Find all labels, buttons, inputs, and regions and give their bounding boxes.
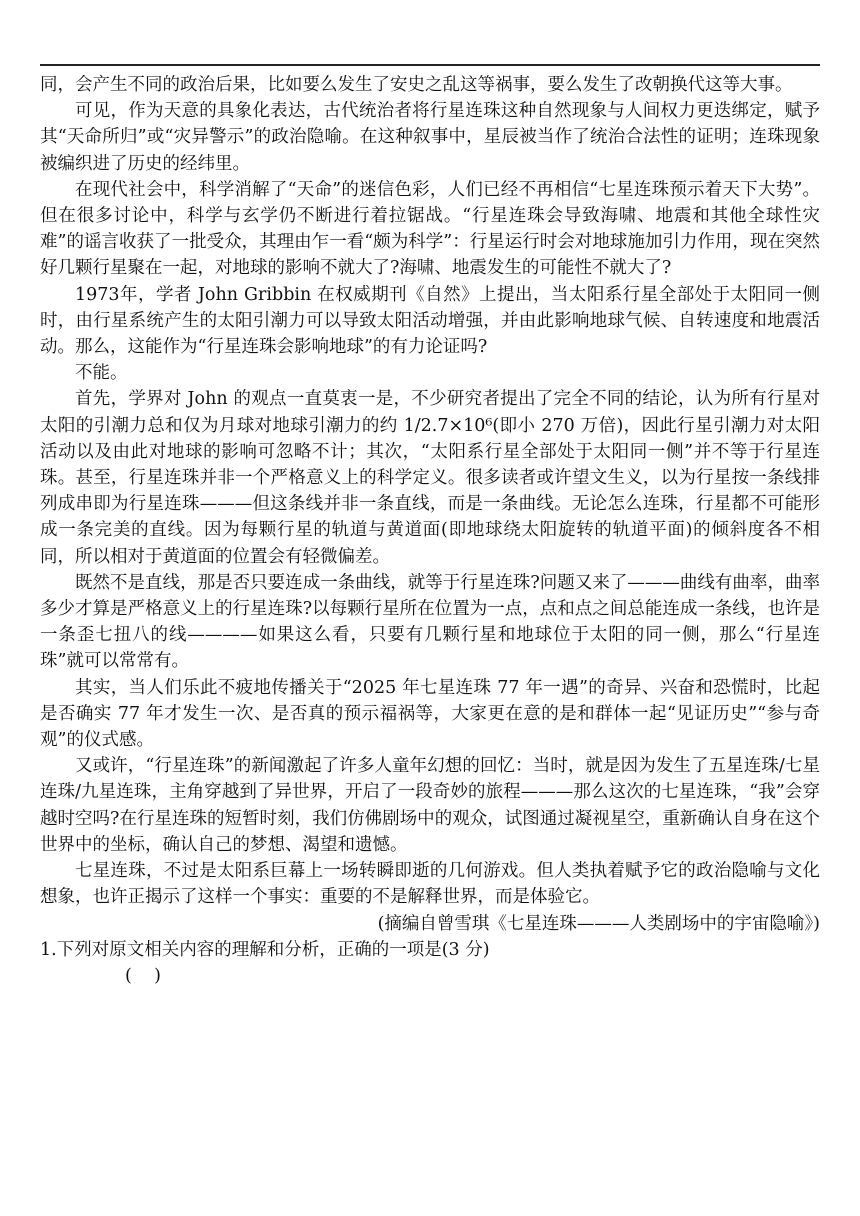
paragraph: 七星连珠，不过是太阳系巨幕上一场转瞬即逝的几何游戏。但人类执着赋予它的政治隐喻与文化想象，也许正揭示了这样一个事实：重要的不是解释世界，而是体验它。	[40, 861, 820, 908]
answer-blank[interactable]	[40, 963, 820, 989]
source-citation: (摘编自曾雪琪《七星连珠———人类剧场中的宇宙隐喻》)	[377, 913, 820, 934]
paragraph: 又或许，“行星连珠”的新闻激起了许多人童年幻想的回忆：当时，就是因为发生了五星连珠/七星连珠/九星连珠，主角穿越到了异世界，开启了一段奇妙的旅程———那么这次的七星连珠，“我”会穿越时空吗?在行星连珠的短暂时刻，我们仿佛剧场中的观众，试图通过凝视星空，重新确认自身在这个世界中的坐标，确认自己的梦想、渴望和遗憾。	[40, 756, 820, 855]
paragraph: 既然不是直线，那是否只要连成一条曲线，就等于行星连珠?问题又来了———曲线有曲率，曲率多少才算是严格意义上的行星连珠?以每颗行星所在位置为一点，点和点之间总能连成一条线，也许是一条歪七扭八的线————如果这么看，只要有几颗行星和地球位于太阳的同一侧，那么“行星连珠”就可以常常有。	[40, 572, 820, 672]
header-rule	[40, 64, 820, 66]
paragraph: 不能。	[75, 363, 128, 384]
paragraph: 首先，学界对 John 的观点一直莫衷一是，不少研究者提出了完全不同的结论，认为所有行星对太阳的引潮力总和仅为月球对地球引潮力的约 1/2.7×10⁶(即小 270 万倍)，因此行星引潮力对太阳活动以及由此对地球的影响可忽略不计；其次，“太阳系行星全部处于太阳同一侧”并不等于行星连珠。甚至，行星连珠并非一个严格意义上的科学定义。很多读者或许望文生义，以为行星按一条线排列成串即为行星连珠———但这条线并非一条直线，而是一条曲线。无论怎么连珠，行星都不可能形成一条完美的直线。因为每颗行星的轨道与黄道面(即地球绕太阳旋转的轨道平面)的倾斜度各不相同，所以相对于黄道面的位置会有轻微偏差。	[40, 389, 820, 567]
article-body	[40, 72, 820, 989]
answer-brackets: ( )	[125, 965, 161, 986]
paragraph: 1973年，学者 John Gribbin 在权威期刊《自然》上提出，当太阳系行星全部处于太阳同一侧时，由行星系统产生的太阳引潮力可以导致太阳活动增强，并由此影响地球气候、自转速度和地震活动。那么，这能作为“行星连珠会影响地球”的有力论证吗?	[40, 284, 820, 358]
paragraph: 同，会产生不同的政治后果，比如要么发生了安史之乱这等祸事，要么发生了改朝换代这等大事。	[40, 75, 793, 95]
question-1: 1.下列对原文相关内容的理解和分析，正确的一项是(3 分)	[40, 939, 490, 960]
paragraph: 在现代社会中，科学消解了“天命”的迷信色彩，人们已经不再相信“七星连珠预示着天下大势”。但在很多讨论中，科学与玄学仍不断进行着拉锯战。“行星连珠会导致海啸、地震和其他全球性灾难”的谣言收获了一批受众，其理由乍一看“颇为科学”：行星运行时会对地球施加引力作用，现在突然好几颗行星聚在一起，对地球的影响不就大了?海啸、地震发生的可能性不就大了?	[40, 179, 820, 279]
paragraph: 其实，当人们乐此不疲地传播关于“2025 年七星连珠 77 年一遇”的奇异、兴奋和恐慌时，比起是否确实 77 年才发生一次、是否真的预示福祸等，大家更在意的是和群体一起“见证历史”“参与奇观”的仪式感。	[40, 677, 820, 751]
paragraph: 可见，作为天意的具象化表达，古代统治者将行星连珠这种自然现象与人间权力更迭绑定，赋予其“天命所归”或“灾异警示”的政治隐喻。在这种叙事中，星辰被当作了统治合法性的证明；连珠现象被编织进了历史的经纬里。	[40, 101, 820, 174]
